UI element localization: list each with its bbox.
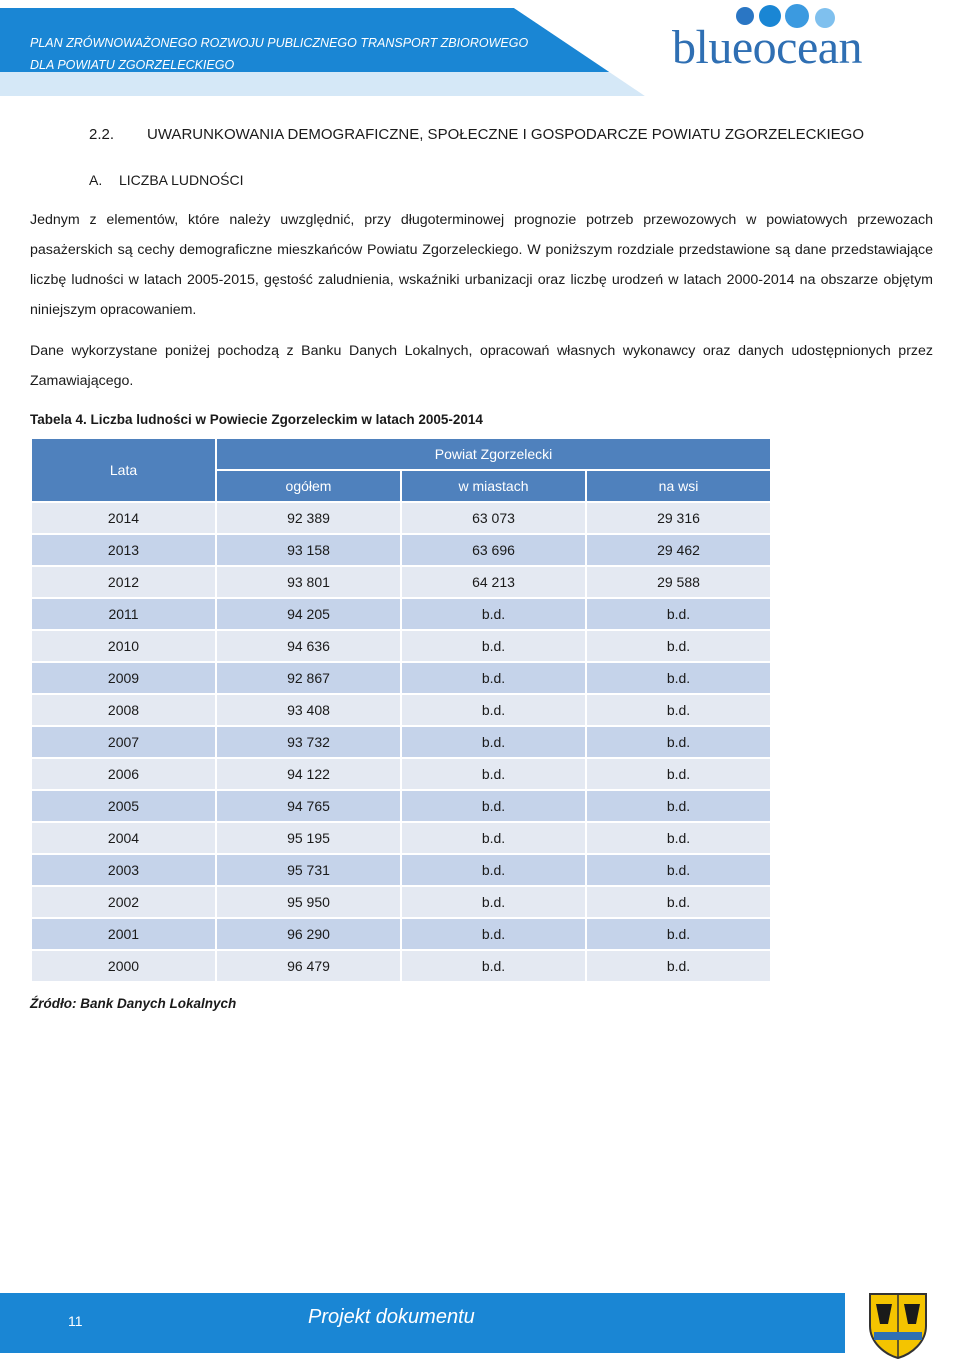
cell-rural: b.d.: [587, 727, 770, 757]
cell-total: 93 408: [217, 695, 400, 725]
table-row: [32, 599, 770, 629]
table-row: [32, 663, 770, 693]
table-row: [32, 791, 770, 821]
section-number: 2.2.: [89, 126, 115, 143]
page-number: 11: [68, 1313, 83, 1329]
header-total: ogółem: [217, 471, 400, 501]
cell-urban: 64 213: [402, 567, 585, 597]
cell-total: 94 122: [217, 759, 400, 789]
cell-rural: b.d.: [587, 855, 770, 885]
cell-rural: b.d.: [587, 887, 770, 917]
cell-total: 95 195: [217, 823, 400, 853]
blueocean-logo: blueocean: [672, 21, 863, 74]
cell-year: 2010: [32, 631, 215, 661]
cell-urban: b.d.: [402, 823, 585, 853]
cell-year: 2014: [32, 503, 215, 533]
cell-rural: b.d.: [587, 631, 770, 661]
cell-year: 2013: [32, 535, 215, 565]
section-title: UWARUNKOWANIA DEMOGRAFICZNE, SPOŁECZNE I GOSPODARCZE POWIATU ZGORZELECKIEGO: [147, 126, 865, 143]
cell-year: 2004: [32, 823, 215, 853]
table-row: [32, 503, 770, 533]
paragraph-sources: Dane wykorzystane poniżej pochodzą z Banku Danych Lokalnych, opracowań własnych wykonawcy oraz danych udostępnionych przez Zamawiającego.: [30, 343, 933, 389]
table-row: [32, 823, 770, 853]
source-note: Źródło: Bank Danych Lokalnych: [30, 996, 237, 1011]
cell-rural: b.d.: [587, 663, 770, 693]
header-urban: w miastach: [402, 471, 585, 501]
cell-year: 2006: [32, 759, 215, 789]
cell-year: 2005: [32, 791, 215, 821]
cell-total: 95 950: [217, 887, 400, 917]
cell-urban: 63 073: [402, 503, 585, 533]
subsection-title: LICZBA LUDNOŚCI: [119, 172, 244, 188]
subsection-heading: [89, 172, 243, 188]
cell-urban: b.d.: [402, 727, 585, 757]
cell-total: 93 158: [217, 535, 400, 565]
cell-rural: b.d.: [587, 599, 770, 629]
cell-year: 2002: [32, 887, 215, 917]
cell-urban: b.d.: [402, 791, 585, 821]
cell-rural: b.d.: [587, 759, 770, 789]
cell-year: 2008: [32, 695, 215, 725]
cell-urban: b.d.: [402, 759, 585, 789]
paragraph-intro: Jednym z elementów, które należy uwzględnić, przy długoterminowej prognozie potrzeb przewozowych w powiatowych przewozach pasażerskich są cechy demograficzne mieszkańców Powiatu Zgorzeleckiego. W poniższym rozdziale przedstawione są dane przedstawiające liczbę ludności w latach 2005-2015, gęstość zaludnienia, wskaźniki urbanizacji oraz liczbę urodzeń w latach 2000-2014 na obszarze objętym niniejszym opracowaniem.: [30, 212, 933, 318]
cell-year: 2007: [32, 727, 215, 757]
header-years: Lata: [32, 439, 215, 501]
cell-urban: b.d.: [402, 599, 585, 629]
footer-text: Projekt dokumentu: [308, 1306, 475, 1328]
cell-year: 2001: [32, 919, 215, 949]
cell-urban: b.d.: [402, 919, 585, 949]
cell-rural: 29 316: [587, 503, 770, 533]
cell-year: 2003: [32, 855, 215, 885]
cell-year: 2011: [32, 599, 215, 629]
cell-urban: 63 696: [402, 535, 585, 565]
cell-total: 92 389: [217, 503, 400, 533]
table-body: [32, 503, 770, 981]
cell-year: 2012: [32, 567, 215, 597]
section-heading: [89, 126, 864, 143]
table-row: [32, 535, 770, 565]
title-line-1: PLAN ZRÓWNOWAŻONEGO ROZWOJU PUBLICZNEGO TRANSPORT ZBIOROWEGO: [30, 36, 529, 50]
cell-urban: b.d.: [402, 887, 585, 917]
cell-year: 2000: [32, 951, 215, 981]
coat-of-arms-icon: [866, 1290, 930, 1360]
cell-rural: 29 462: [587, 535, 770, 565]
title-line-2: DLA POWIATU ZGORZELECKIEGO: [30, 58, 235, 72]
table-row: [32, 567, 770, 597]
cell-total: 96 290: [217, 919, 400, 949]
cell-total: 94 636: [217, 631, 400, 661]
cell-rural: b.d.: [587, 823, 770, 853]
header-powiat: Powiat Zgorzelecki: [217, 439, 770, 469]
table-row: [32, 727, 770, 757]
cell-rural: b.d.: [587, 791, 770, 821]
table-row: [32, 887, 770, 917]
table-row: [32, 855, 770, 885]
cell-total: 92 867: [217, 663, 400, 693]
cell-rural: b.d.: [587, 951, 770, 981]
cell-total: 94 765: [217, 791, 400, 821]
cell-total: 95 731: [217, 855, 400, 885]
cell-rural: 29 588: [587, 567, 770, 597]
table-row: [32, 759, 770, 789]
cell-urban: b.d.: [402, 951, 585, 981]
page-header: [0, 0, 960, 96]
table-row: [32, 951, 770, 981]
cell-urban: b.d.: [402, 855, 585, 885]
cell-urban: b.d.: [402, 695, 585, 725]
subsection-letter: A.: [89, 172, 103, 188]
cell-total: 94 205: [217, 599, 400, 629]
table-caption: Tabela 4. Liczba ludności w Powiecie Zgorzeleckim w latach 2005-2014: [30, 412, 483, 427]
cell-total: 93 732: [217, 727, 400, 757]
header-rural: na wsi: [587, 471, 770, 501]
cell-rural: b.d.: [587, 919, 770, 949]
cell-urban: b.d.: [402, 663, 585, 693]
table-row: [32, 695, 770, 725]
table-row: [32, 919, 770, 949]
cell-total: 93 801: [217, 567, 400, 597]
cell-rural: b.d.: [587, 695, 770, 725]
cell-total: 96 479: [217, 951, 400, 981]
cell-year: 2009: [32, 663, 215, 693]
cell-urban: b.d.: [402, 631, 585, 661]
table-row: [32, 631, 770, 661]
population-table: [30, 437, 772, 983]
